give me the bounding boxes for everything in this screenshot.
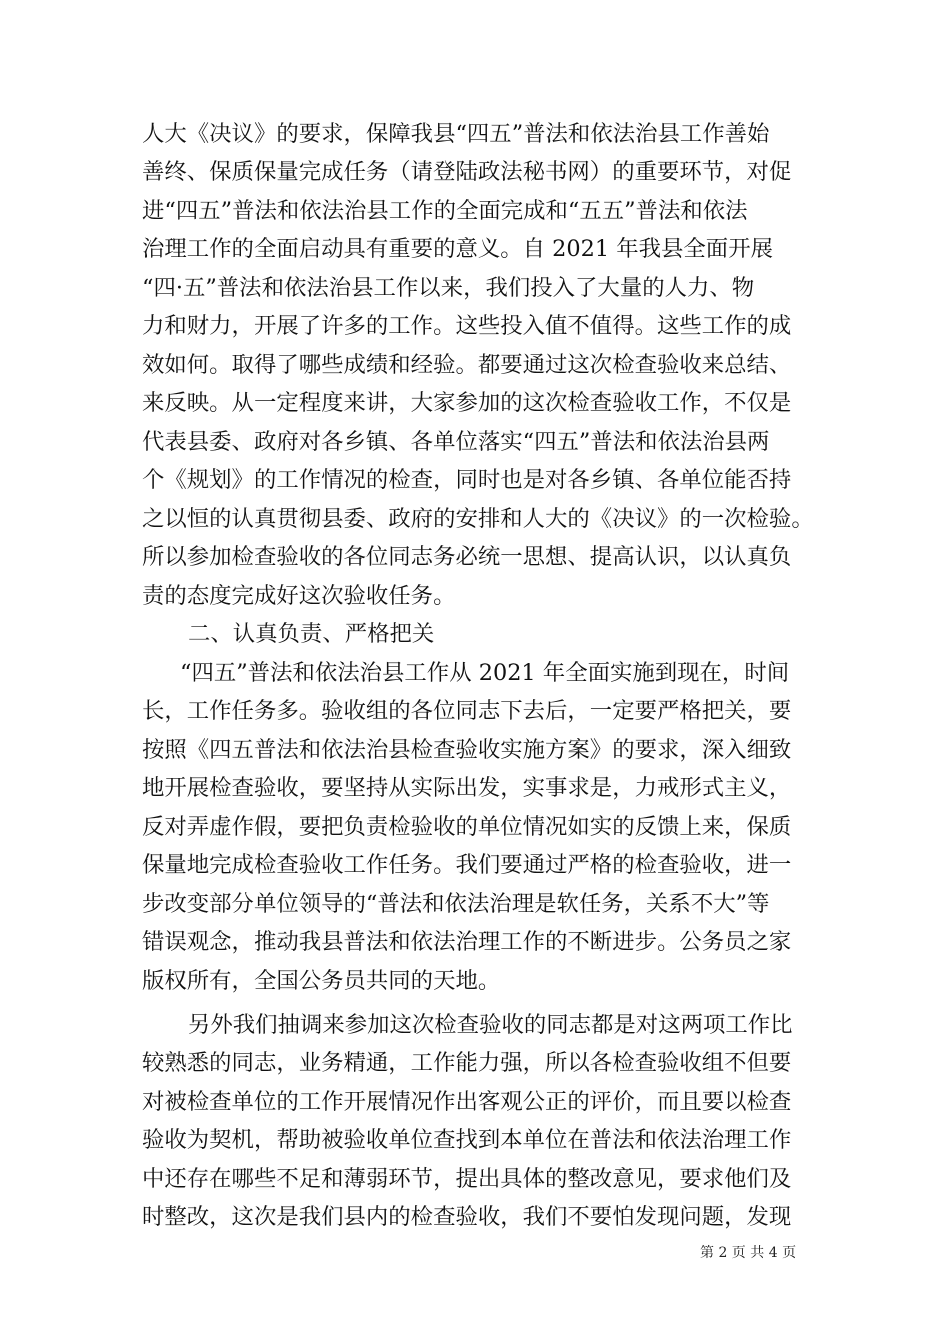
text-line: 中还存在哪些不足和薄弱环节，提出具体的整改意见，要求他们及: [142, 1166, 792, 1192]
text-line: 保量地完成检查验收工作任务。我们要通过严格的检查验收，进一: [142, 852, 792, 878]
text-line: 来反映。从一定程度来讲，大家参加的这次检查验收工作，不仅是: [142, 390, 792, 416]
text-line: 治理工作的全面启动具有重要的意义。自 2021 年我县全面开展: [142, 236, 773, 262]
text-line: “四·五”普法和依法治县工作以来，我们投入了大量的人力、物: [142, 275, 755, 301]
text-line: 步改变部分单位领导的“普法和依法治理是软任务，关系不大”等: [142, 891, 770, 917]
section-heading: 二、认真负责、严格把关: [188, 621, 435, 647]
text-line: 时整改，这次是我们县内的检查验收，我们不要怕发现问题，发现: [142, 1204, 792, 1230]
text-line: 版权所有，全国公务员共同的天地。: [142, 968, 501, 994]
text-line: 较熟悉的同志，业务精通，工作能力强，所以各检查验收组不但要: [142, 1050, 792, 1076]
text-line: 对被检查单位的工作开展情况作出客观公正的评价，而且要以检查: [142, 1089, 792, 1115]
page-number: 第 2 页 共 4 页: [700, 1245, 797, 1261]
text-line: 按照《四五普法和依法治县检查验收实施方案》的要求，深入细致: [142, 737, 792, 763]
text-line: 力和财力，开展了许多的工作。这些投入值不值得。这些工作的成: [142, 313, 792, 339]
text-line: 另外我们抽调来参加这次检查验收的同志都是对这两项工作比: [188, 1012, 793, 1038]
text-line: 错误观念，推动我县普法和依法治理工作的不断进步。公务员之家: [142, 929, 792, 955]
text-line: 长，工作任务多。验收组的各位同志下去后，一定要严格把关，要: [142, 698, 792, 724]
text-line: “四五”普法和依法治县工作从 2021 年全面实施到现在，时间: [180, 660, 790, 686]
text-line: 人大《决议》的要求，保障我县“四五”普法和依法治县工作善始: [142, 121, 770, 147]
text-line: 反对弄虚作假，要把负责检验收的单位情况如实的反馈上来，保质: [142, 814, 792, 840]
text-line: 之以恒的认真贯彻县委、政府的安排和人大的《决议》的一次检验。: [142, 506, 814, 532]
text-line: 效如何。取得了哪些成绩和经验。都要通过这次检查验收来总结、: [142, 352, 792, 378]
text-line: 所以参加检查验收的各位同志务必统一思想、提高认识，以认真负: [142, 544, 792, 570]
text-line: 善终、保质保量完成任务（请登陆政法秘书网）的重要环节，对促: [142, 159, 792, 185]
text-line: 责的态度完成好这次验收任务。: [142, 583, 456, 609]
text-line: 进“四五”普法和依法治县工作的全面完成和“五五”普法和依法: [142, 198, 748, 224]
text-line: 地开展检查验收，要坚持从实际出发，实事求是，力戒形式主义，: [142, 775, 792, 801]
text-line: 验收为契机，帮助被验收单位查找到本单位在普法和依法治理工作: [142, 1127, 792, 1153]
text-line: 个《规划》的工作情况的检查，同时也是对各乡镇、各单位能否持: [142, 467, 792, 493]
text-line: 代表县委、政府对各乡镇、各单位落实“四五”普法和依法治县两: [142, 429, 770, 455]
